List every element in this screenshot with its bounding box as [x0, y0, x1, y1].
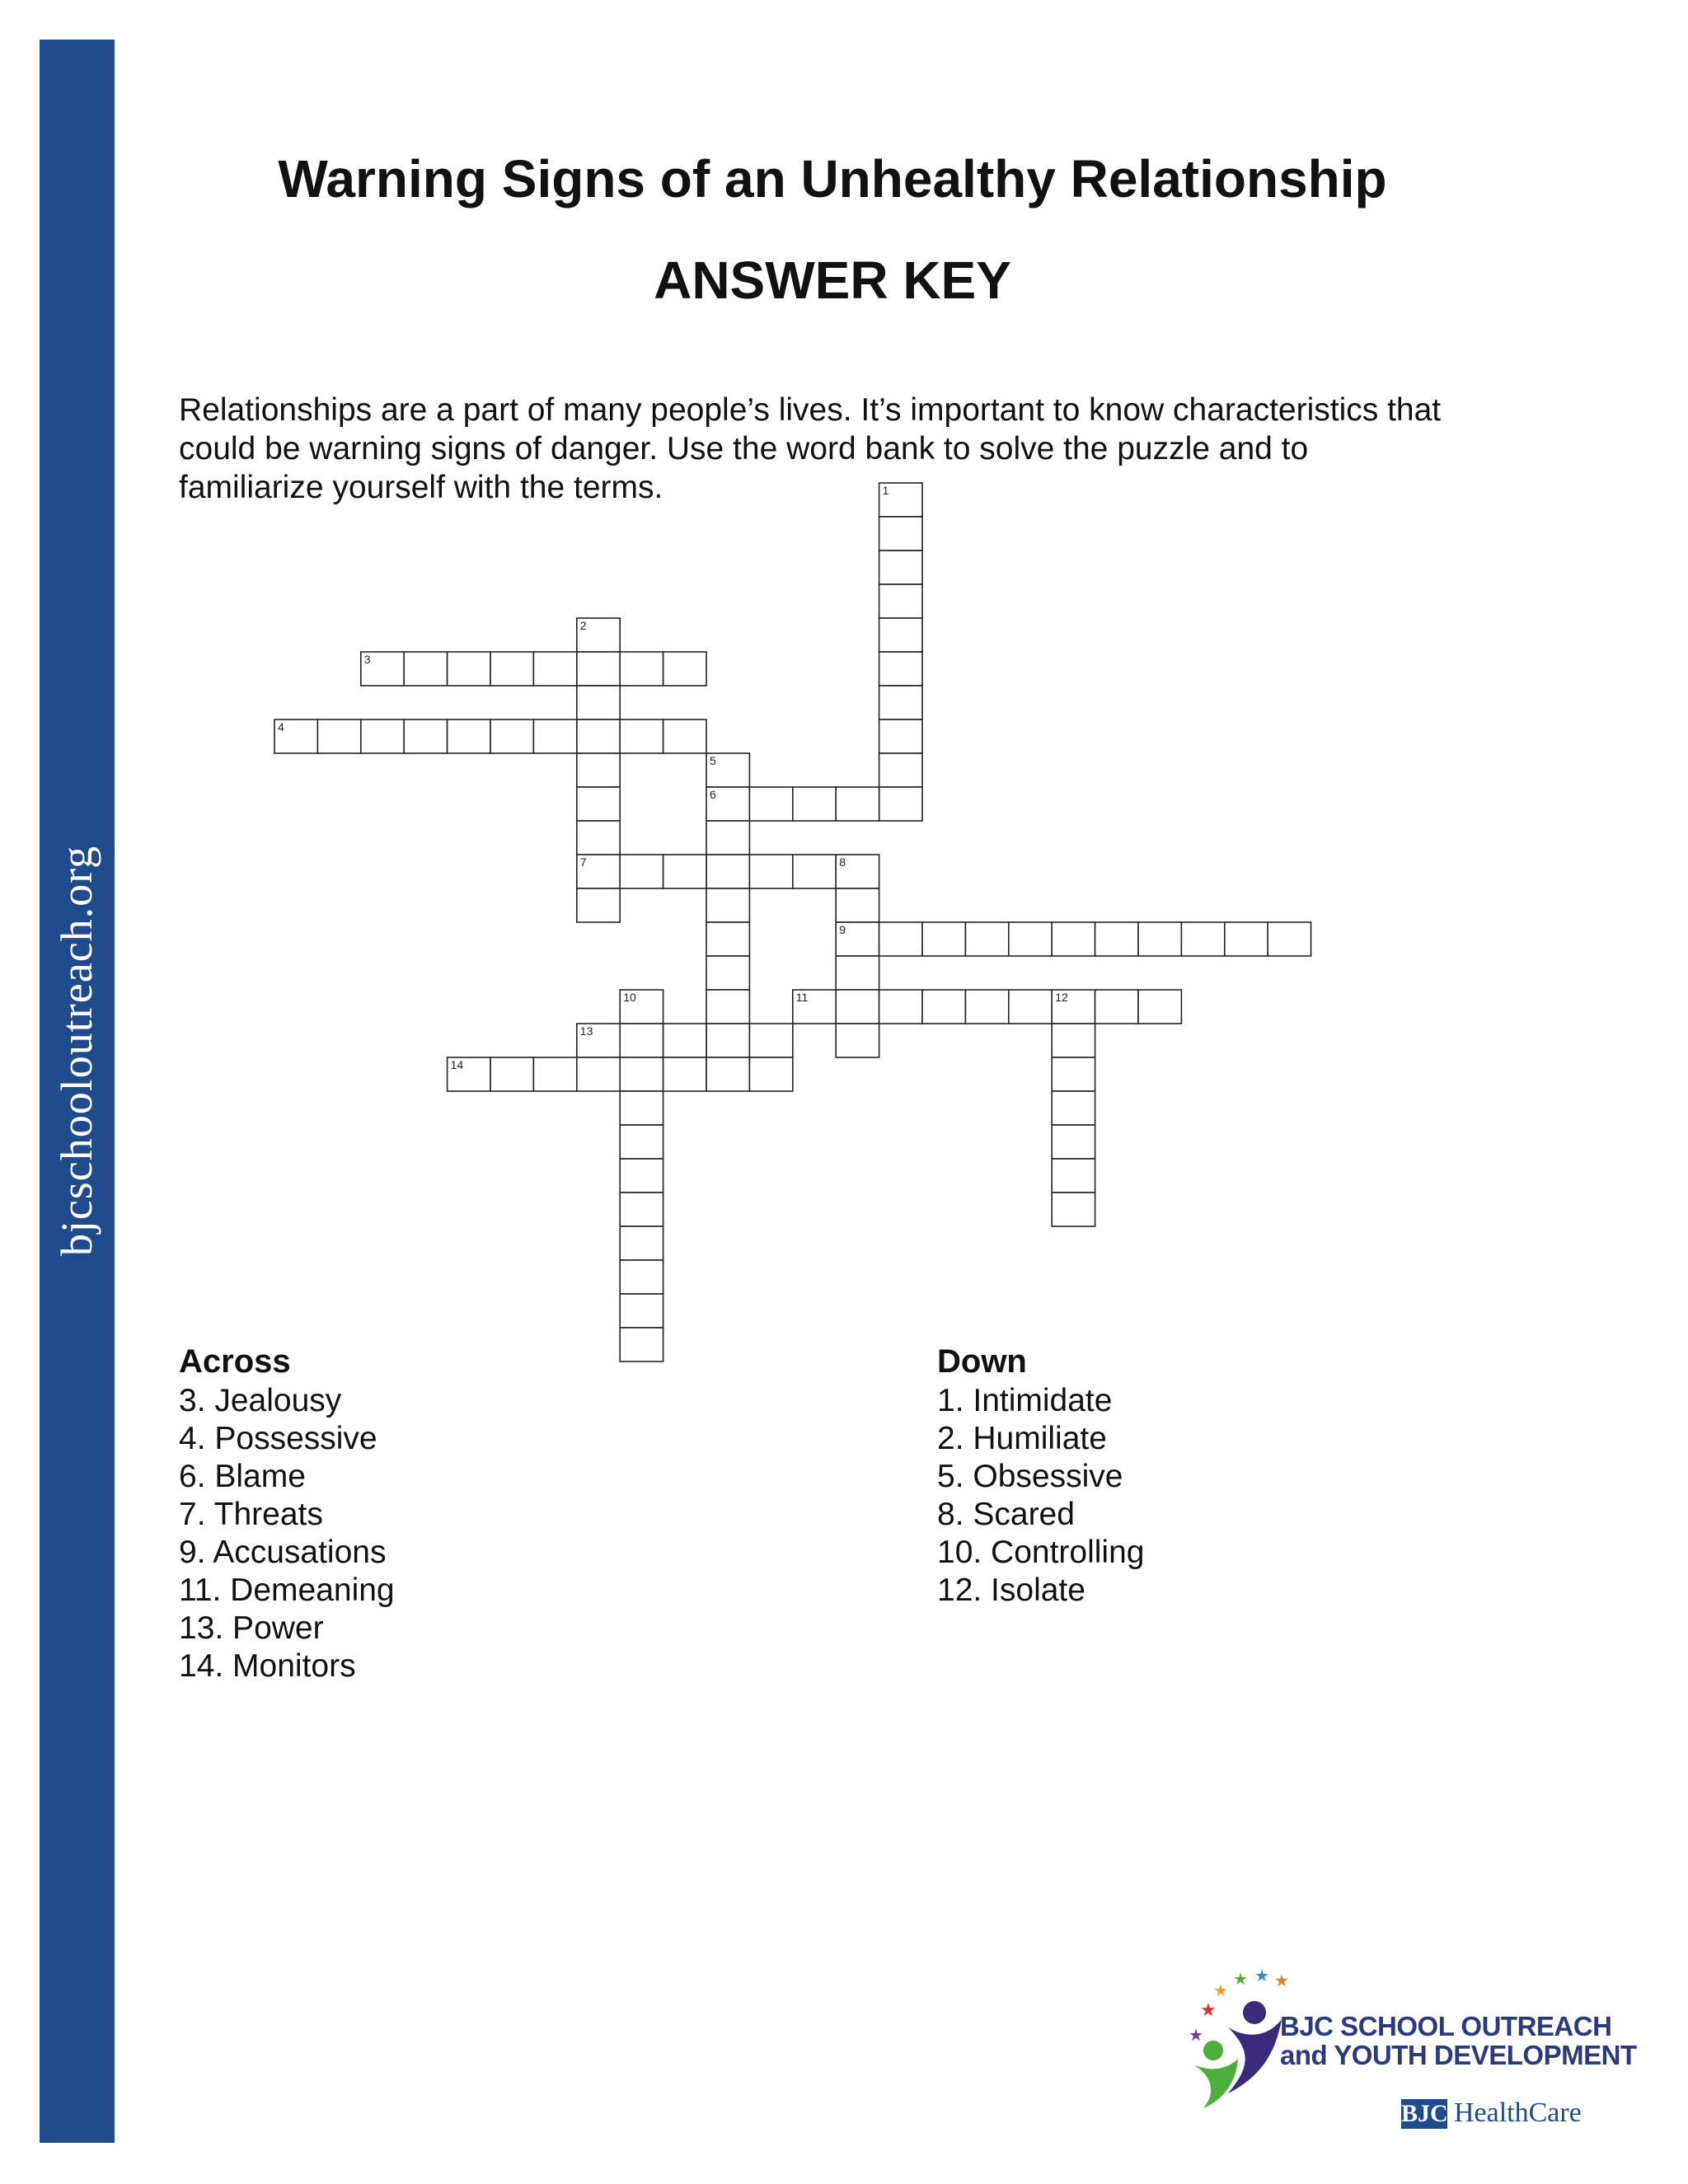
bjc-brand-box: BJC	[1401, 2100, 1448, 2127]
crossword-cell	[1225, 922, 1268, 956]
across-clue: 4. Possessive	[179, 1421, 377, 1456]
crossword-cell	[1052, 1159, 1095, 1193]
crossword-cell	[1095, 922, 1138, 956]
crossword-cell	[620, 1159, 663, 1193]
crossword-cell	[836, 1024, 879, 1057]
crossword-clue-number: 10	[623, 991, 636, 1004]
across-clue: 9. Accusations	[179, 1535, 387, 1570]
crossword-cell	[749, 1057, 792, 1091]
crossword-cell	[836, 956, 879, 990]
crossword-cell	[448, 719, 490, 753]
down-clue-list	[937, 1382, 1144, 1610]
crossword-cell	[577, 821, 620, 855]
crossword-cell	[620, 855, 663, 888]
crossword-clue-number: 1	[882, 484, 889, 497]
crossword-cell	[706, 1057, 749, 1091]
crossword-cell	[663, 652, 706, 686]
crossword-cell	[879, 686, 922, 719]
crossword-cell	[1052, 1057, 1095, 1091]
crossword-cell	[533, 652, 576, 686]
crossword-cell	[663, 1024, 706, 1057]
crossword-cell	[317, 719, 360, 753]
across-clue: 14. Monitors	[179, 1648, 356, 1684]
page-subtitle: ANSWER KEY	[654, 251, 1011, 310]
crossword-cell	[620, 1125, 663, 1159]
crossword-cell	[965, 990, 1008, 1024]
crossword-cell	[404, 652, 447, 686]
crossword-cell	[577, 753, 620, 787]
crossword-cell	[1138, 922, 1181, 956]
crossword-cell	[706, 855, 749, 888]
down-clue: 10. Controlling	[937, 1535, 1145, 1570]
crossword-cell	[1268, 922, 1311, 956]
crossword-cell	[577, 719, 620, 753]
crossword-cell	[490, 719, 533, 753]
crossword-cell	[706, 888, 749, 922]
crossword-cell	[404, 719, 447, 753]
bjc-brand-text: HealthCare	[1454, 2097, 1582, 2128]
crossword-cell	[620, 1024, 663, 1057]
svg-text:★: ★	[1189, 2025, 1203, 2045]
crossword-cell	[706, 922, 749, 956]
svg-text:★: ★	[1274, 1971, 1289, 1990]
crossword-clue-number: 14	[450, 1058, 464, 1071]
crossword-cell	[879, 922, 922, 956]
crossword-cell	[490, 1057, 533, 1091]
crossword-cell	[620, 1057, 663, 1091]
crossword-clue-number: 8	[839, 855, 846, 869]
crossword-cell	[620, 1328, 663, 1361]
crossword-cell	[361, 719, 404, 753]
crossword-clue-number: 11	[795, 991, 809, 1004]
crossword-cell	[879, 652, 922, 686]
crossword-cell	[577, 652, 620, 686]
svg-text:★: ★	[1233, 1969, 1248, 1989]
svg-text:★: ★	[1254, 1966, 1269, 1985]
crossword-cell	[533, 1057, 576, 1091]
crossword-cell	[879, 551, 922, 584]
crossword-cell	[793, 855, 836, 888]
crossword-cell	[1052, 1193, 1095, 1226]
across-clue: 11. Demeaning	[179, 1572, 395, 1608]
crossword-cell	[879, 618, 922, 652]
across-heading: Across	[179, 1343, 291, 1380]
crossword-cell	[577, 1057, 620, 1091]
crossword-cell	[706, 956, 749, 990]
crossword-cell	[793, 787, 836, 821]
crossword-clue-number: 2	[579, 619, 587, 632]
crossword-cell	[663, 1057, 706, 1091]
across-clue-list	[179, 1382, 395, 1685]
crossword-cell	[1138, 990, 1181, 1024]
crossword-cell	[1095, 990, 1138, 1024]
crossword-clue-number: 4	[278, 720, 284, 733]
crossword-cell	[577, 686, 620, 719]
crossword-cell	[706, 1024, 749, 1057]
crossword-cell	[448, 652, 490, 686]
down-clue: 5. Obsessive	[937, 1459, 1123, 1494]
logo-text-line2: and YOUTH DEVELOPMENT	[1280, 2040, 1637, 2070]
across-clue: 6. Blame	[179, 1459, 306, 1494]
crossword-cell	[577, 787, 620, 821]
page-title: Warning Signs of an Unhealthy Relationship	[278, 149, 1387, 209]
crossword-cell	[879, 584, 922, 618]
crossword-clue-number: 13	[579, 1024, 593, 1038]
logo-text-line1: BJC SCHOOL OUTREACH	[1280, 2011, 1612, 2041]
crossword-cell	[577, 888, 620, 922]
crossword-cell	[749, 787, 792, 821]
intro-line: familiarize yourself with the terms.	[179, 470, 663, 505]
crossword-clue-number: 9	[839, 923, 846, 936]
intro-line: could be warning signs of danger. Use the word bank to solve the puzzle and to	[179, 431, 1309, 466]
crossword-cell	[879, 787, 922, 821]
down-clue: 12. Isolate	[937, 1572, 1085, 1608]
crossword-cell	[836, 888, 879, 922]
across-clue: 3. Jealousy	[179, 1383, 342, 1418]
crossword-cell	[879, 719, 922, 753]
crossword-clue-number: 7	[579, 855, 587, 869]
crossword-cell	[1052, 1024, 1095, 1057]
crossword-cell	[1052, 922, 1095, 956]
crossword-cell	[1052, 1091, 1095, 1125]
crossword-clue-number: 12	[1055, 991, 1068, 1004]
crossword-cell	[533, 719, 576, 753]
sidebar-url: bjcschooloutreach.org	[52, 845, 101, 1257]
crossword-cell	[879, 517, 922, 551]
crossword-clue-number: 3	[363, 653, 371, 666]
crossword-cell	[620, 1226, 663, 1260]
crossword-cell	[836, 787, 879, 821]
crossword-cell	[663, 855, 706, 888]
crossword-cell	[1009, 990, 1052, 1024]
crossword-cell	[663, 719, 706, 753]
crossword-cell	[620, 1260, 663, 1294]
crossword-cell	[620, 1294, 663, 1328]
crossword-clue-number: 5	[710, 754, 716, 767]
crossword-cell	[922, 990, 965, 1024]
intro-line: Relationships are a part of many people’s lives. It’s important to know characteristics that	[179, 392, 1442, 428]
crossword-cell	[879, 753, 922, 787]
crossword-cell	[749, 855, 792, 888]
down-clue: 2. Humiliate	[937, 1421, 1107, 1456]
down-heading: Down	[937, 1343, 1027, 1380]
crossword-cell	[749, 1024, 792, 1057]
down-clue: 8. Scared	[937, 1497, 1075, 1532]
crossword-cell	[922, 922, 965, 956]
crossword-cell	[1181, 922, 1224, 956]
crossword-cell	[879, 990, 922, 1024]
svg-text:★: ★	[1213, 1980, 1228, 2000]
crossword-cell	[490, 652, 533, 686]
crossword-cell	[620, 719, 663, 753]
crossword-cell	[965, 922, 1008, 956]
crossword-clue-number: 6	[710, 788, 716, 801]
crossword-cell	[1009, 922, 1052, 956]
crossword-cell	[620, 1193, 663, 1226]
crossword-cell	[620, 1091, 663, 1125]
crossword-cell	[706, 821, 749, 855]
crossword-cell	[620, 652, 663, 686]
across-clue: 7. Threats	[179, 1497, 323, 1532]
down-clue: 1. Intimidate	[937, 1383, 1113, 1418]
crossword-cell	[706, 990, 749, 1024]
across-clue: 13. Power	[179, 1610, 324, 1646]
crossword-cell	[836, 990, 879, 1024]
svg-text:★: ★	[1200, 2000, 1217, 2021]
crossword-cell	[1052, 1125, 1095, 1159]
